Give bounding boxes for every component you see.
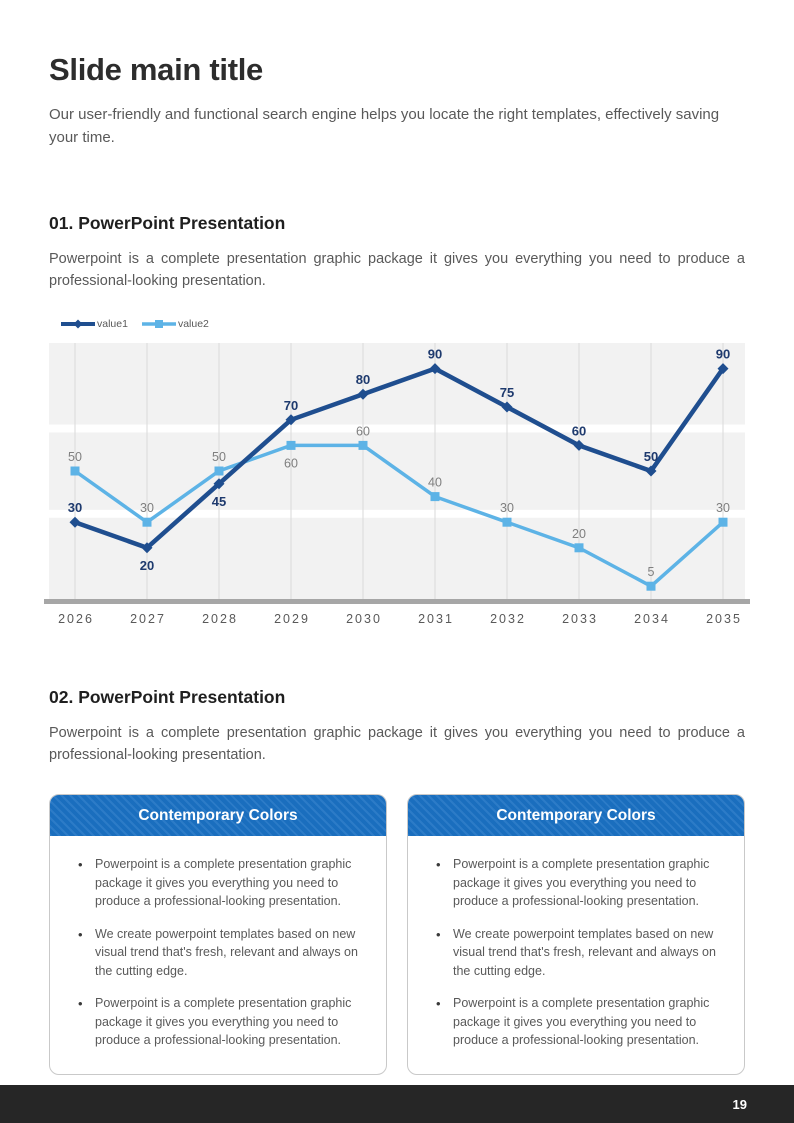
card-2-bullet-list	[408, 836, 744, 1074]
svg-text:50: 50	[212, 450, 226, 465]
svg-text:45: 45	[211, 493, 227, 509]
section-02-heading: 02. PowerPoint Presentation	[49, 687, 286, 708]
bullet-item: • We create powerpoint templates based on new visual trend that's fresh, relevant and always on the cutting edge.	[78, 925, 366, 981]
x-axis-line	[44, 599, 750, 604]
card-2-header: Contemporary Colors	[408, 795, 744, 836]
svg-text:30: 30	[500, 501, 514, 516]
section-01-body: Powerpoint is a complete presentation graphic package it gives you everything you need to produce a professional-looking presentation.	[49, 251, 745, 290]
svg-text:2035: 2035	[706, 612, 742, 627]
svg-text:30: 30	[140, 501, 154, 516]
section-02	[49, 687, 745, 766]
svg-text:50: 50	[643, 449, 659, 465]
svg-text:30: 30	[67, 500, 83, 516]
svg-text:2030: 2030	[346, 612, 382, 627]
svg-text:60: 60	[571, 423, 587, 439]
section-01	[49, 213, 745, 292]
square-marker-icon	[287, 441, 296, 450]
svg-text:2033: 2033	[562, 612, 598, 627]
square-marker-icon	[71, 467, 80, 476]
card-contemporary-colors-1	[49, 794, 387, 1075]
bullet-item: • Powerpoint is a complete presentation graphic package it gives you everything you need to produce a professional-looking presentation.	[78, 994, 366, 1050]
square-marker-icon	[431, 492, 440, 501]
svg-text:5: 5	[647, 565, 655, 580]
svg-text:75: 75	[499, 385, 515, 401]
svg-text:2029: 2029	[274, 612, 310, 627]
square-marker-icon	[143, 518, 152, 527]
bullet-item: • Powerpoint is a complete presentation graphic package it gives you everything you need to produce a professional-looking presentation.	[436, 994, 724, 1050]
page-title: Slide main title	[49, 52, 263, 87]
svg-text:2031: 2031	[418, 612, 454, 627]
square-marker-icon	[215, 467, 224, 476]
square-marker-icon	[719, 518, 728, 527]
svg-text:60: 60	[284, 456, 298, 471]
svg-text:80: 80	[355, 372, 371, 388]
footer-bar	[0, 1085, 794, 1123]
line-chart-figure	[49, 318, 745, 631]
square-marker-icon	[575, 543, 584, 552]
page-subtitle: Our user-friendly and functional search engine helps you locate the right templates, effectively saving your time.	[49, 106, 720, 146]
svg-text:2034: 2034	[634, 612, 670, 627]
legend-label: value2	[177, 318, 209, 331]
svg-text:90: 90	[427, 346, 443, 362]
legend-item-value2	[142, 318, 209, 330]
svg-text:30: 30	[716, 501, 730, 516]
legend-label: value1	[97, 318, 128, 331]
svg-text:70: 70	[283, 397, 299, 413]
svg-text:90: 90	[715, 346, 731, 362]
square-marker-icon	[503, 518, 512, 527]
bullet-item: • Powerpoint is a complete presentation graphic package it gives you everything you need to produce a professional-looking presentation.	[436, 855, 724, 911]
svg-text:2026: 2026	[58, 612, 94, 627]
legend-item-value1	[61, 318, 128, 330]
section-01-heading: 01. PowerPoint Presentation	[49, 213, 286, 233]
svg-text:20: 20	[139, 557, 155, 573]
bullet-item: • We create powerpoint templates based on new visual trend that's fresh, relevant and always on the cutting edge.	[436, 925, 724, 981]
page-number: 19	[732, 1096, 747, 1112]
cards-row	[49, 794, 745, 1075]
x-axis-labels	[58, 612, 742, 626]
svg-text:2032: 2032	[490, 612, 526, 627]
legend-marker-icon	[61, 319, 95, 329]
section-02-body: Powerpoint is a complete presentation graphic package it gives you everything you need to produce a professional-looking presentation.	[49, 725, 745, 764]
card-1-header: Contemporary Colors	[50, 795, 386, 836]
card-1-bullet-list	[50, 836, 386, 1074]
bullet-item: • Powerpoint is a complete presentation graphic package it gives you everything you need to produce a professional-looking presentation.	[78, 855, 366, 911]
chart-legend	[61, 318, 745, 330]
card-contemporary-colors-2	[407, 794, 745, 1075]
square-marker-icon	[359, 441, 368, 450]
svg-text:50: 50	[68, 450, 82, 465]
square-marker-icon	[647, 582, 656, 591]
svg-text:60: 60	[356, 424, 370, 439]
svg-text:40: 40	[428, 475, 442, 490]
legend-marker-icon	[142, 319, 176, 329]
line-chart	[49, 336, 745, 631]
svg-text:2027: 2027	[130, 612, 166, 627]
svg-text:20: 20	[572, 526, 586, 541]
svg-text:2028: 2028	[202, 612, 238, 627]
